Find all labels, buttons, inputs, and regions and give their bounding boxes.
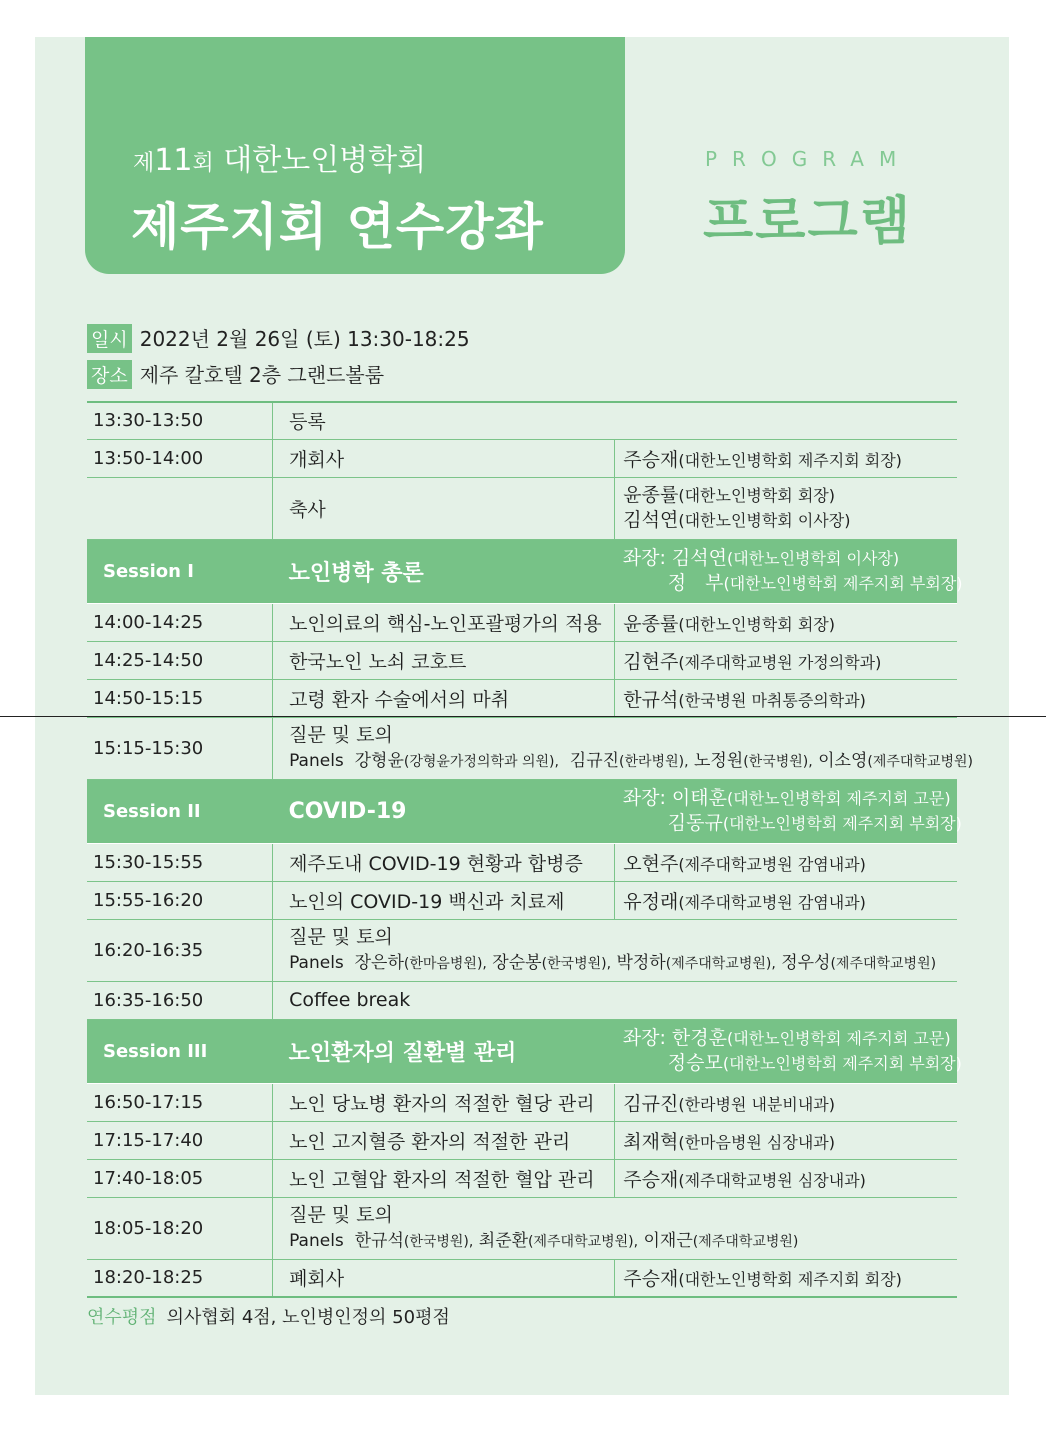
panel-affiliation: (제주대학교병원), [528, 1233, 639, 1250]
chair-affiliation: (대한노인병학회 제주지회 부회장) [722, 814, 962, 833]
row-speaker [615, 439, 957, 477]
row-speaker [615, 1259, 957, 1297]
speaker-name: 주승재 [623, 1168, 679, 1191]
row-time: 15:30-15:55 [87, 843, 273, 881]
speaker-name: 유정래 [623, 890, 679, 913]
chair-name: 김석연 [671, 547, 727, 569]
speaker-affiliation: (대한노인병학회 회장) [678, 614, 836, 634]
discussion-cell [273, 1197, 957, 1259]
row-title: 고령 환자 수술에서의 마취 [273, 679, 615, 717]
chair-name: 정 부 [667, 572, 724, 594]
credit-label: 연수평점 [87, 1307, 157, 1328]
panel-name: 최준환 [478, 1230, 529, 1251]
panel-name: 김규진 [569, 750, 620, 771]
panel-name: 장순봉 [492, 952, 542, 973]
chair-name: 한경훈 [671, 1027, 727, 1049]
chair-affiliation: (대한노인병학회 제주지회 부회장) [722, 1054, 962, 1073]
table-row [87, 1159, 957, 1197]
panel-name: 한규석 [354, 1230, 404, 1251]
row-time: 17:15-17:40 [87, 1121, 273, 1159]
edition-number: 11 [154, 143, 193, 178]
session-label: Session II [87, 779, 273, 843]
session-header-row [87, 1019, 957, 1083]
speaker-affiliation: (대한노인병학회 제주지회 회장) [678, 1270, 902, 1290]
schedule-table [87, 401, 973, 1298]
session-header-row [87, 539, 957, 603]
panel-name: 강형윤 [354, 750, 404, 771]
table-row [87, 919, 957, 981]
edition-suffix: 회 [192, 151, 214, 176]
table-row [87, 1121, 957, 1159]
speaker-name: 김석연 [623, 509, 679, 531]
table-row [87, 981, 957, 1019]
speaker-name: 한규석 [623, 688, 679, 711]
panels-label: Panels [289, 952, 344, 973]
speaker-name: 김규진 [623, 1092, 679, 1115]
row-time: 15:15-15:30 [87, 717, 273, 779]
row-title: 노인 고지혈증 환자의 적절한 관리 [273, 1121, 615, 1159]
panel-affiliation: (한국병원), [403, 1233, 474, 1250]
row-time: 13:50-14:00 [87, 439, 273, 477]
row-speaker [615, 603, 957, 641]
table-row [87, 402, 957, 439]
row-time: 16:35-16:50 [87, 981, 273, 1019]
row-time: 18:20-18:25 [87, 1259, 273, 1297]
date-row [87, 323, 470, 353]
speaker-affiliation: (제주대학교병원 가정의학과) [678, 652, 882, 672]
session-chairs [615, 539, 963, 603]
speaker-name: 주승재 [623, 1268, 679, 1291]
row-speaker [615, 1159, 957, 1197]
row-speaker [615, 843, 957, 881]
panel-name: 장은하 [354, 952, 404, 973]
session-title: 노인병학 총론 [273, 539, 615, 603]
row-title: 등록 [273, 402, 957, 439]
panel-affiliation: (한국병원), [541, 955, 612, 972]
row-speaker [615, 679, 957, 717]
row-time: 16:20-16:35 [87, 919, 273, 981]
speaker-affiliation: (한국병원 마취통증의학과) [678, 690, 866, 710]
row-speaker [615, 881, 957, 919]
chair-line [623, 1026, 957, 1051]
chair-line [623, 811, 962, 836]
panel-affiliation: (한라병원), [619, 753, 689, 770]
table-row [87, 717, 957, 779]
row-time: 16:50-17:15 [87, 1083, 273, 1121]
chair-line [623, 571, 963, 596]
discussion-cell [273, 717, 973, 779]
row-title: 축사 [273, 477, 615, 539]
panel-name: 노정원 [693, 750, 744, 771]
panels-line [289, 748, 973, 775]
speaker-name: 최재혁 [623, 1130, 679, 1153]
row-title: 질문 및 토의 [289, 723, 393, 746]
credit-value: 의사협회 4점, 노인병인정의 50평점 [166, 1307, 450, 1328]
speaker-name: 윤종률 [623, 612, 679, 635]
chair-line [623, 786, 957, 811]
edition-line [133, 135, 426, 179]
panel-affiliation: (제주대학교병원) [830, 955, 937, 972]
table-row [87, 1197, 957, 1259]
table-row [87, 603, 957, 641]
row-speaker [615, 1083, 957, 1121]
speaker-affiliation: (제주대학교병원 감염내과) [678, 854, 866, 874]
row-title: 제주도내 COVID-19 현황과 합병증 [273, 843, 615, 881]
row-time: 14:00-14:25 [87, 603, 273, 641]
program-label-ko: 프로그램 [703, 192, 912, 252]
row-title: 노인 당뇨병 환자의 적절한 혈당 관리 [273, 1083, 615, 1121]
panel-name: 박정하 [616, 952, 666, 973]
panel-affiliation: (한국병원), [743, 753, 813, 770]
panel-name: 이재근 [643, 1230, 693, 1251]
table-row [87, 477, 957, 539]
panel-affiliation: (제주대학교병원) [692, 1233, 799, 1250]
chair-affiliation: (대한노인병학회 이사장) [726, 549, 900, 568]
chair-name: 김동규 [667, 812, 723, 834]
panel-affiliation: (강형윤가정의학과 의원), [403, 753, 559, 770]
chair-role: 좌장: [622, 547, 672, 569]
row-time: 14:25-14:50 [87, 641, 273, 679]
speaker-name: 김현주 [623, 650, 679, 673]
row-time: 15:55-16:20 [87, 881, 273, 919]
place-tag: 장소 [87, 360, 132, 389]
row-title: 한국노인 노쇠 코호트 [273, 641, 615, 679]
chair-line [623, 1051, 962, 1076]
session-header-row [87, 779, 957, 843]
panel-affiliation: (한마음병원), [403, 955, 487, 972]
row-time: 17:40-18:05 [87, 1159, 273, 1197]
chair-line [623, 546, 957, 571]
row-title: 노인의 COVID-19 백신과 치료제 [273, 881, 615, 919]
table-row [87, 641, 957, 679]
row-title: 노인의료의 핵심-노인포괄평가의 적용 [273, 603, 615, 641]
speaker-affiliation: (제주대학교병원 심장내과) [678, 1170, 866, 1190]
speaker-name: 오현주 [623, 852, 679, 875]
speaker-affiliation: (한라병원 내분비내과) [678, 1094, 836, 1114]
session-title: COVID-19 [273, 779, 615, 843]
row-title: 노인 고혈압 환자의 적절한 혈압 관리 [273, 1159, 615, 1197]
table-row [87, 679, 957, 717]
row-title: 개회사 [273, 439, 615, 477]
row-time: 13:30-13:50 [87, 402, 273, 439]
chair-name: 정승모 [667, 1052, 723, 1074]
header-card [85, 37, 625, 274]
panels-label: Panels [289, 750, 344, 771]
row-time: 18:05-18:20 [87, 1197, 273, 1259]
row-title: 질문 및 토의 [289, 1203, 393, 1226]
row-speaker [615, 1121, 957, 1159]
row-time: 14:50-15:15 [87, 679, 273, 717]
row-time-empty [87, 477, 273, 539]
table-row [87, 843, 957, 881]
panels-line [289, 1228, 957, 1255]
table-row [87, 881, 957, 919]
session-label: Session I [87, 539, 273, 603]
page-title: 제주지회 연수강좌 [131, 198, 544, 256]
speaker-name: 윤종률 [623, 484, 679, 506]
session-title: 노인환자의 질환별 관리 [273, 1019, 615, 1083]
chair-name: 이태훈 [671, 787, 727, 809]
page-divider-line [0, 716, 1046, 717]
speaker-affiliation: (제주대학교병원 감염내과) [678, 892, 866, 912]
chair-affiliation: (대한노인병학회 제주지회 부회장) [723, 574, 963, 593]
chair-role: 좌장: [622, 787, 672, 809]
society-name: 대한노인병학회 [223, 143, 427, 178]
place-row [87, 359, 384, 389]
edition-prefix: 제 [133, 151, 155, 176]
discussion-cell [273, 919, 957, 981]
place-value: 제주 칼호텔 2층 그랜드볼룸 [139, 363, 385, 387]
speaker-name: 주승재 [623, 448, 679, 471]
panel-name: 정우성 [781, 952, 831, 973]
speaker-affiliation: (대한노인병학회 제주지회 회장) [678, 450, 902, 470]
session-chairs [615, 1019, 962, 1083]
chair-affiliation: (대한노인병학회 제주지회 고문) [726, 789, 951, 808]
speaker-line [623, 483, 957, 508]
chair-role: 좌장: [622, 1027, 672, 1049]
panel-affiliation: (제주대학교병원) [867, 753, 973, 770]
speaker-affiliation: (대한노인병학회 이사장) [678, 511, 851, 530]
row-title: 폐회사 [273, 1259, 615, 1297]
speaker-affiliation: (대한노인병학회 회장) [678, 486, 836, 505]
date-tag: 일시 [87, 324, 132, 353]
table-row [87, 1259, 957, 1297]
speaker-affiliation: (한마음병원 심장내과) [678, 1132, 836, 1152]
row-title: 질문 및 토의 [289, 925, 393, 948]
panels-line [289, 950, 957, 977]
panels-label: Panels [289, 1230, 344, 1251]
session-label: Session III [87, 1019, 273, 1083]
speaker-line [623, 508, 957, 533]
program-label-en: PROGRAM [705, 147, 912, 171]
panel-affiliation: (제주대학교병원), [665, 955, 776, 972]
row-title: Coffee break [273, 981, 957, 1019]
row-speaker [615, 477, 957, 539]
table-row [87, 439, 957, 477]
session-chairs [615, 779, 962, 843]
row-speaker [615, 641, 957, 679]
date-value: 2022년 2월 26일 (토) 13:30-18:25 [139, 327, 470, 351]
panel-name: 이소영 [818, 750, 868, 771]
table-row [87, 1083, 957, 1121]
credit-line [87, 1303, 450, 1329]
chair-affiliation: (대한노인병학회 제주지회 고문) [726, 1029, 951, 1048]
